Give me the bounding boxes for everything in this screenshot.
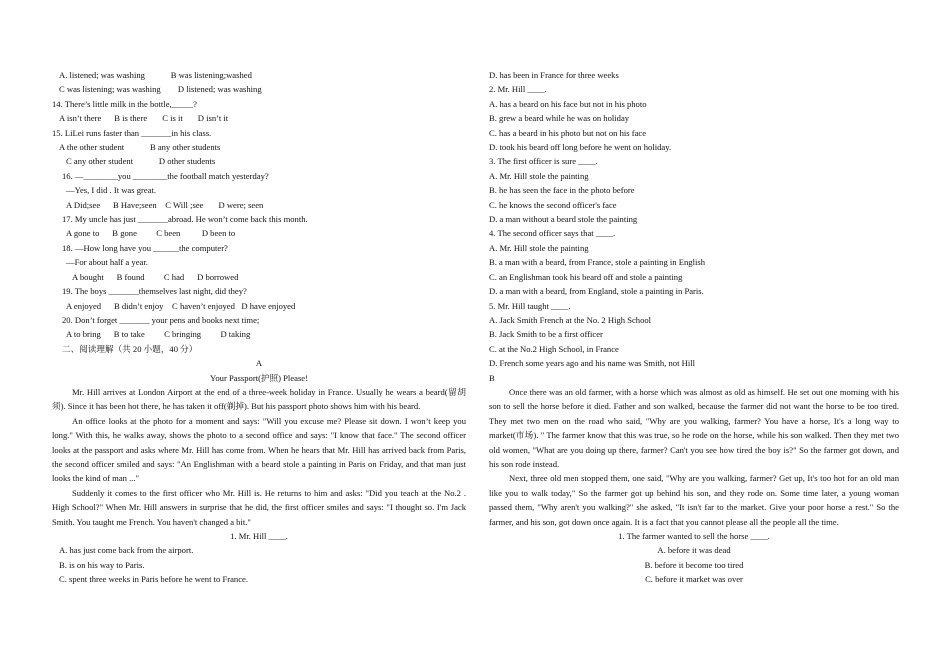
right-column-line: Next, three old men stopped them, one said, "Why are you walking, farmer? Get up, It's too hot for an old man like you to walk today," So the farmer got up behind his son, and they rode on. Some time later, a young woman passed them, "Why aren't you walking?" she asked, "It isn't far to the market. Give your poor horse a rest." So the farmer, and his son, got down once again. It is a fact that you cannot please all the people all the time. <box>489 473 899 527</box>
right-column-line: C. has a beard in his photo but not on his face <box>489 127 647 138</box>
left-column-line: Your Passport(护照) Please! <box>210 372 308 383</box>
right-column-line: A. before it was dead <box>657 545 731 556</box>
right-column-line: B. grew a beard while he was on holiday <box>489 113 630 124</box>
right-column-line: 5. Mr. Hill taught ____. <box>489 300 571 311</box>
left-column-line: A Did;see B Have;seen C Will ;see D were; seen <box>66 199 264 210</box>
left-column-line: C. spent three weeks in Paris before he went to France. <box>59 574 249 585</box>
left-column-line: —Yes, I did . It was great. <box>66 185 157 196</box>
left-column-line: A isn’t there B is there C is it D isn’t it <box>59 113 229 124</box>
right-column-line: C. before it market was over <box>645 574 743 585</box>
left-column-line: A the other student B any other students <box>59 142 221 153</box>
left-column-line: 16. —________you ________the football match yesterday? <box>62 170 269 181</box>
left-column-line: 18. —How long have you ______the computer? <box>62 242 228 253</box>
left-column-line: 17. My uncle has just _______abroad. He won’t come back this month. <box>62 214 308 225</box>
left-column-line: 20. Don’t forget _______ your pens and books next time; <box>62 314 260 325</box>
right-column-line: B. he has seen the face in the photo before <box>489 185 635 196</box>
left-column-line: An office looks at the photo for a moment and says: "Will you excuse me? Please sit down. I won’t keep you long." With this, he walks away, shows the photo to a second office and says: "I know that face." The second officer looks at the passport and asks where Mr. Hill has come from. When he hears that Mr. Hill has arrived back from Paris, the second officer smiled and says: "An Englishman with a beard stole a painting in Paris on Friday, and that man just looks the kind of man ..." <box>52 415 466 484</box>
right-column-line: B. a man with a beard, from France, stole a painting in English <box>489 257 705 268</box>
right-column-line: D. took his beard off long before he went on holiday. <box>489 142 672 153</box>
left-column-line: C any other student D other students <box>66 156 216 167</box>
right-column-line: A. has a beard on his face but not in his photo <box>489 98 647 109</box>
left-column-line: Suddenly it comes to the first officer who Mr. Hill is. He returns to him and asks: "Did you teach at the No.2 . High School?" When Mr. Hill answers in surprise that he did, the first officer smiles and says: "I thought so. I'm Jack Smith. You taught me French. You haven't changed a bit." <box>52 487 466 527</box>
right-column-line: B. before it become too tired <box>644 559 744 570</box>
left-column-line: A <box>255 358 263 369</box>
right-column-line: B <box>489 372 495 383</box>
left-column-line: 1. Mr. Hill ____. <box>230 531 288 541</box>
left-column-line: —For about half a year. <box>66 257 148 268</box>
left-column-line: A gone to B gone C been D been to <box>66 228 236 239</box>
right-column-line: 2. Mr. Hill ____. <box>489 84 547 95</box>
left-column-line: C was listening; was washing D listened; was washing <box>59 84 262 95</box>
right-column-line: C. an Englishman took his beard off and stole a painting <box>489 271 683 282</box>
left-column-line: 14. There’s little milk in the bottle,_____? <box>52 98 197 109</box>
left-column-line: A to bring B to take C bringing D taking <box>66 329 251 340</box>
right-column-line: D. a man with a beard, from England, stole a painting in Paris. <box>489 286 704 297</box>
right-column-line: Once there was an old farmer, with a horse which was almost as old as himself. He set out one morning with his son to sell the horse before it died. Father and son walked, because the farmer did not want the horse to be too tired. They met two men on the road who said, "Why are you walking, farmer? You have a horse, It's a long way to market(市场). " The farmer know that this was true, so he rode on the horse, while his son walked. Then they met two old women, "What are you doing up there, farmer? Can't you see how tired the boy is?" So the farmer got down, and his son rode instead. <box>489 386 899 469</box>
right-column-line: D. a man without a beard stole the painting <box>489 214 638 225</box>
right-column-line: 3. The first officer is sure ____. <box>489 156 598 167</box>
left-column-line: Mr. Hill arrives at London Airport at the end of a three-week holiday in France. Usually he wears a beard(留胡须). Since it has been hot there, he has taken it off(剃掉). But his passport photo shows him with his beard. <box>52 386 466 412</box>
right-column <box>489 68 899 587</box>
right-column-line: A. Mr. Hill stole the painting <box>489 242 589 253</box>
left-column-line: A enjoyed B didn’t enjoy C haven’t enjoyed D have enjoyed <box>66 300 296 311</box>
left-column-line: 19. The boys _______themselves last night, did they? <box>62 286 247 297</box>
left-column-line: A. listened; was washing B was listening;washed <box>59 70 252 80</box>
right-column-line: A. Mr. Hill stole the painting <box>489 170 589 181</box>
right-column-line: A. Jack Smith French at the No. 2 High School <box>489 314 652 325</box>
right-column-line: C. he knows the second officer's face <box>489 199 617 210</box>
left-column-line: B. is on his way to Paris. <box>59 559 145 570</box>
left-column <box>52 68 466 587</box>
left-column-line: 15. LiLei runs faster than _______in his class. <box>52 127 212 138</box>
right-column-line: 4. The second officer says that ____. <box>489 228 616 239</box>
left-column-line: A. has just come back from the airport. <box>59 545 194 556</box>
left-column-line: 二、阅读理解（共 20 小题，40 分） <box>62 343 198 354</box>
right-column-line: D. has been in France for three weeks <box>489 70 619 80</box>
right-column-line: B. Jack Smith to be a first officer <box>489 329 603 340</box>
right-column-line: 1. The farmer wanted to sell the horse ____. <box>618 531 770 541</box>
left-column-line: A bought B found C had D borrowed <box>72 271 239 282</box>
right-column-line: D. French some years ago and his name was Smith, not Hill <box>489 358 695 369</box>
right-column-line: C. at the No.2 High School, in France <box>489 343 619 354</box>
